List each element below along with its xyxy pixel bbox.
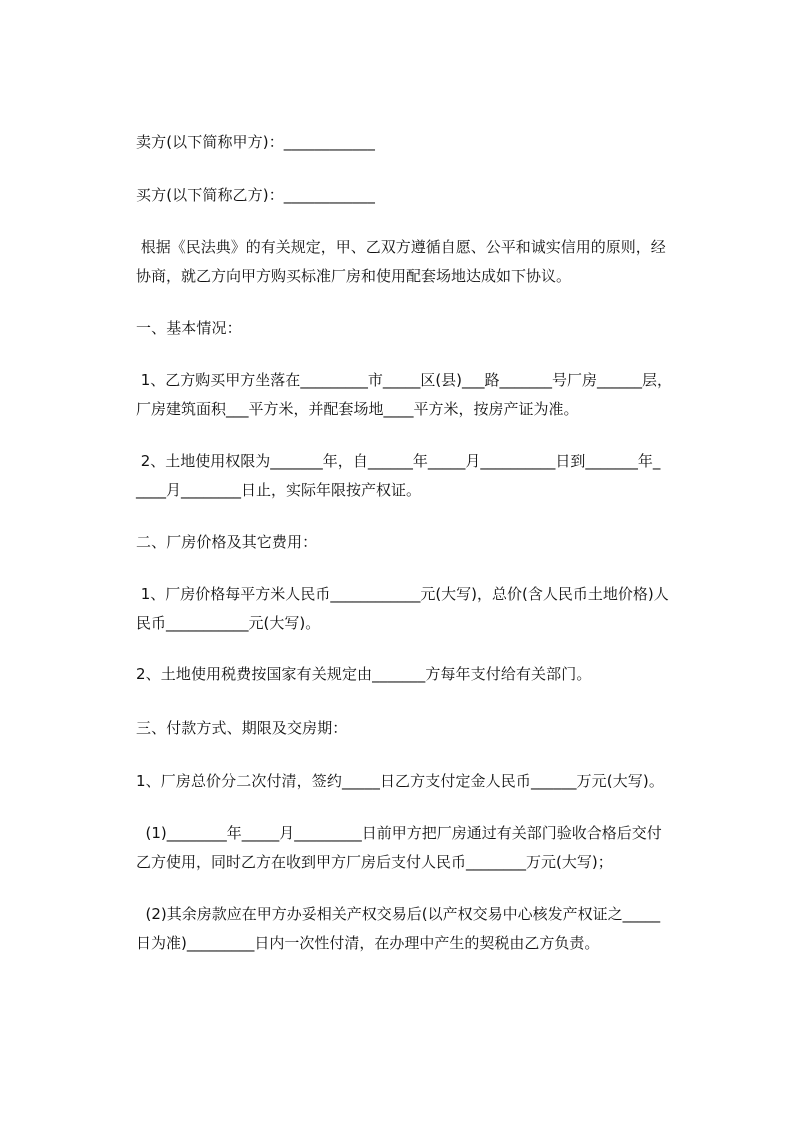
preamble-line-1: 根据《民法典》的有关规定，甲、乙双方遵循自愿、公平和诚实信用的原则，经 [136,238,666,256]
section-2-item-2: 2、土地使用税费按国家有关规定由_______方每年支付给有关部门。 [136,665,592,683]
s1-item2-line-2: ____月________日止，实际年限按产权证。 [136,481,422,499]
s1-item1-line-1: 1、乙方购买甲方坐落在_________市_____区(县)___路_______号厂房______层， [136,371,673,389]
buyer-line: 买方(以下简称乙方)：____________ [136,186,376,204]
section-1-item-2 [136,451,708,500]
section-2-item-1 [136,584,708,633]
section-1-item-1 [136,370,708,419]
seller-line: 卖方(以下简称甲方)：____________ [136,133,376,151]
s1-item2-line-1: 2、土地使用权限为_______年，自______年_____月__________日到_______年_ [136,452,661,470]
s3-item3-line-1: (2)其余房款应在甲方办妥相关产权交易后(以产权交易中心核发产权证之_____ [136,905,661,923]
s3-item3-line-2: 日为准)_________日内一次性付清，在办理中产生的契税由乙方负责。 [136,934,600,952]
section-1-title: 一、基本情况： [136,319,242,337]
section-3-item-2 [136,823,708,872]
s3-item2-line-1: (1)________年_____月_________日前甲方把厂房通过有关部门验收合格后交付 [136,824,662,842]
preamble-paragraph [136,237,708,286]
s2-item1-line-1: 1、厂房价格每平方米人民币____________元(大写)，总价(含人民币土地价格)人 [136,585,669,603]
s1-item1-line-2: 厂房建筑面积___平方米，并配套场地____平方米，按房产证为准。 [136,400,579,418]
s3-item2-line-2: 乙方使用，同时乙方在收到甲方厂房后支付人民币________万元(大写)； [136,853,613,871]
section-2-title: 二、厂房价格及其它费用： [136,533,318,551]
s2-item1-line-2: 民币___________元(大写)。 [136,614,321,632]
section-3-item-1: 1、厂房总价分二次付清，签约_____日乙方支付定金人民币______万元(大写)。 [136,772,664,790]
section-3-item-3 [136,904,708,953]
preamble-line-2: 协商，就乙方向甲方购买标准厂房和使用配套场地达成如下协议。 [136,267,572,285]
section-3-title: 三、付款方式、期限及交房期： [136,719,348,737]
